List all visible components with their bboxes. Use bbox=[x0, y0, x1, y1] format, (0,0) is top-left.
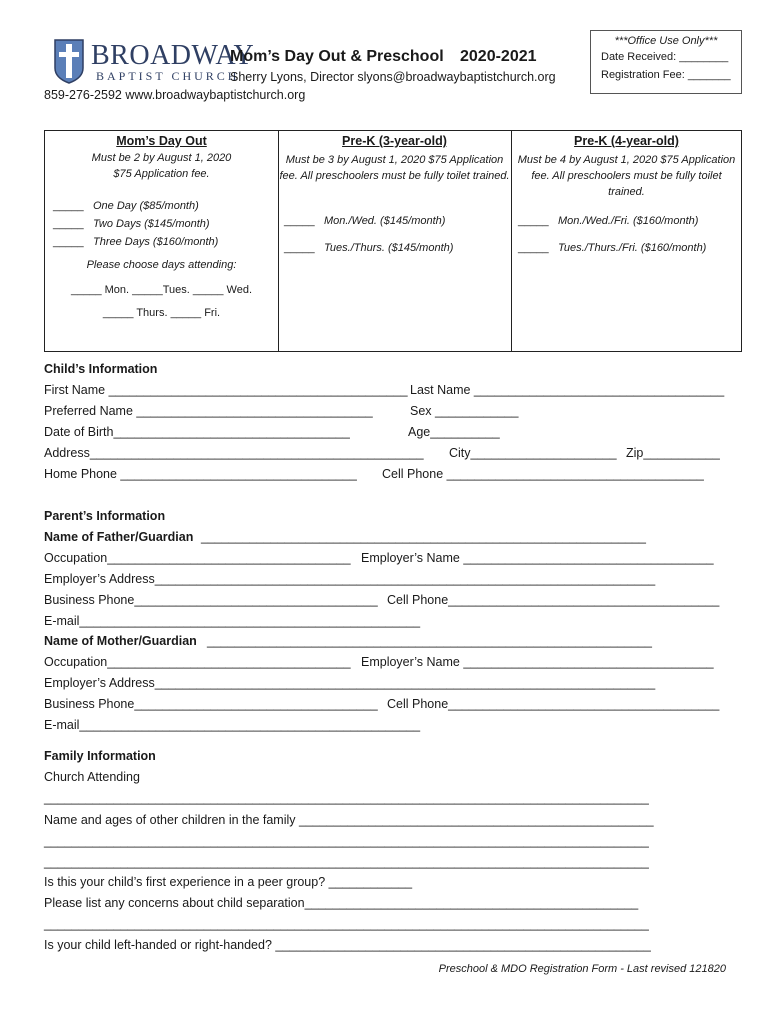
brand-name: BROADWAY bbox=[91, 40, 255, 71]
father-employer-address-field[interactable]: Employer’s Address________________________________________________________________________ bbox=[44, 572, 656, 586]
prek4-heading: Pre-K (4-year-old) bbox=[574, 134, 679, 148]
siblings-line-2[interactable]: _______________________________________________________________________________________ bbox=[44, 834, 649, 848]
mother-business-phone-field[interactable]: Business Phone___________________________________ bbox=[44, 697, 378, 711]
address-field[interactable]: Address________________________________________________ bbox=[44, 446, 424, 460]
form-title: Mom’s Day Out & Preschool bbox=[230, 48, 444, 65]
prek3-option-mon-wed[interactable]: _____ Mon./Wed. ($145/month) bbox=[284, 215, 446, 227]
mdo-days-row2[interactable]: _____ Thurs. _____ Fri. bbox=[102, 307, 221, 319]
separation-concerns-field[interactable]: Please list any concerns about child separation________________________________________________ bbox=[44, 896, 639, 910]
sex-field[interactable]: Sex ____________ bbox=[410, 404, 519, 418]
church-attending-line[interactable]: _______________________________________________________________________________________ bbox=[44, 791, 649, 805]
father-label: Name of Father/Guardian bbox=[44, 530, 194, 544]
father-employer-name-field[interactable]: Employer’s Name ____________________________________ bbox=[361, 551, 714, 565]
prek4-option-tues-thurs-fri[interactable]: _____ Tues./Thurs./Fri. ($160/month) bbox=[518, 242, 707, 254]
office-use-box bbox=[590, 30, 742, 94]
mdo-option-one-day[interactable]: _____ One Day ($85/month) bbox=[53, 200, 199, 212]
peer-group-field[interactable]: Is this your child’s first experience in a peer group? ____________ bbox=[44, 875, 413, 889]
father-cell-phone-field[interactable]: Cell Phone_______________________________________ bbox=[387, 593, 720, 607]
siblings-line-3[interactable]: _______________________________________________________________________________________ bbox=[44, 855, 649, 869]
director-line: Sherry Lyons, Director slyons@broadwaybaptistchurch.org bbox=[230, 70, 556, 84]
mother-occupation-field[interactable]: Occupation___________________________________ bbox=[44, 655, 351, 669]
age-field[interactable]: Age__________ bbox=[408, 425, 500, 439]
mdo-option-three-days[interactable]: _____ Three Days ($160/month) bbox=[53, 236, 219, 248]
dob-field[interactable]: Date of Birth__________________________________ bbox=[44, 425, 350, 439]
mother-label: Name of Mother/Guardian bbox=[44, 634, 197, 648]
father-name-field[interactable]: ________________________________________________________________ bbox=[201, 530, 646, 544]
mother-employer-name-field[interactable]: Employer’s Name ____________________________________ bbox=[361, 655, 714, 669]
mother-name-field[interactable]: ________________________________________________________________ bbox=[207, 634, 652, 648]
last-name-field[interactable]: Last Name ____________________________________ bbox=[410, 383, 725, 397]
father-business-phone-field[interactable]: Business Phone___________________________________ bbox=[44, 593, 378, 607]
mdo-column bbox=[45, 131, 279, 351]
city-field[interactable]: City_____________________ bbox=[449, 446, 617, 460]
mdo-fee: $75 Application fee. bbox=[113, 168, 210, 180]
mdo-heading: Mom’s Day Out bbox=[116, 134, 207, 148]
mdo-choose-days: Please choose days attending: bbox=[86, 259, 237, 271]
mother-email-field[interactable]: E-mail_________________________________________________ bbox=[44, 718, 421, 732]
church-logo-icon bbox=[51, 38, 87, 84]
prek3-requirements: Must be 3 by August 1, 2020 $75 Application fee. All preschoolers must be fully toilet trained. bbox=[279, 154, 510, 182]
prek3-heading: Pre-K (3-year-old) bbox=[342, 134, 447, 148]
prek4-requirements: Must be 4 by August 1, 2020 $75 Application fee. All preschoolers must be fully toilet trained. bbox=[517, 154, 736, 198]
mdo-option-two-days[interactable]: _____ Two Days ($145/month) bbox=[53, 218, 210, 230]
church-attending-label: Church Attending bbox=[44, 770, 140, 784]
mother-cell-phone-field[interactable]: Cell Phone_______________________________________ bbox=[387, 697, 720, 711]
first-name-field[interactable]: First Name ___________________________________________ bbox=[44, 383, 408, 397]
siblings-field[interactable]: Name and ages of other children in the family ___________________________________________________ bbox=[44, 813, 654, 827]
child-cell-phone-field[interactable]: Cell Phone _____________________________________ bbox=[382, 467, 704, 481]
zip-field[interactable]: Zip___________ bbox=[626, 446, 720, 460]
child-info-title: Child’s Information bbox=[44, 362, 158, 376]
father-occupation-field[interactable]: Occupation___________________________________ bbox=[44, 551, 351, 565]
prek3-option-tues-thurs[interactable]: _____ Tues./Thurs. ($145/month) bbox=[284, 242, 454, 254]
prek4-column bbox=[512, 131, 741, 351]
mother-employer-address-field[interactable]: Employer’s Address________________________________________________________________________ bbox=[44, 676, 656, 690]
form-footer: Preschool & MDO Registration Form - Last revised 121820 bbox=[438, 963, 726, 975]
date-received-field[interactable]: Date Received: ________ bbox=[601, 51, 729, 63]
registration-fee-field[interactable]: Registration Fee: _______ bbox=[601, 69, 731, 81]
form-year: 2020-2021 bbox=[460, 48, 537, 65]
mdo-age-req: Must be 2 by August 1, 2020 bbox=[91, 152, 232, 164]
mdo-days-row1[interactable]: _____ Mon. _____Tues. _____ Wed. bbox=[70, 284, 253, 296]
preferred-name-field[interactable]: Preferred Name __________________________________ bbox=[44, 404, 373, 418]
brand-subtitle: BAPTIST CHURCH bbox=[96, 69, 240, 83]
handedness-field[interactable]: Is your child left-handed or right-handed? ______________________________________________________ bbox=[44, 938, 651, 952]
father-email-field[interactable]: E-mail_________________________________________________ bbox=[44, 614, 421, 628]
office-use-title: ***Office Use Only*** bbox=[614, 35, 718, 47]
parent-info-title: Parent’s Information bbox=[44, 509, 166, 523]
prek3-column bbox=[278, 131, 512, 351]
separation-line-2[interactable]: _______________________________________________________________________________________ bbox=[44, 917, 649, 931]
family-info-title: Family Information bbox=[44, 749, 156, 763]
home-phone-field[interactable]: Home Phone __________________________________ bbox=[44, 467, 357, 481]
contact-line: 859-276-2592 www.broadwaybaptistchurch.org bbox=[44, 88, 306, 102]
prek4-option-mon-wed-fri[interactable]: _____ Mon./Wed./Fri. ($160/month) bbox=[518, 215, 699, 227]
program-table bbox=[44, 130, 742, 352]
